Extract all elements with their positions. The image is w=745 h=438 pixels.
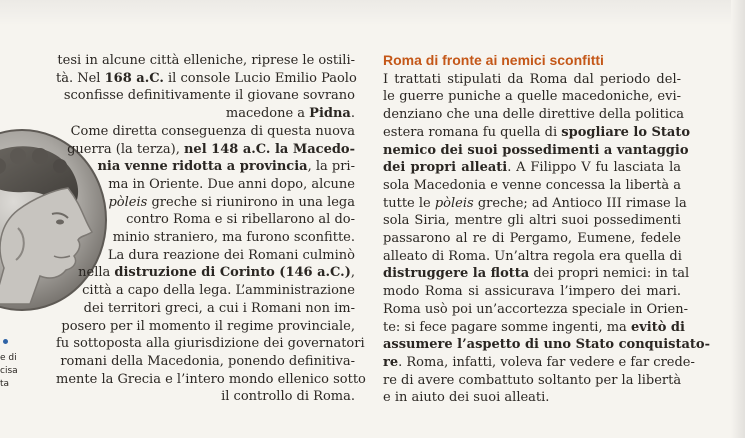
text-line [56, 353, 355, 371]
text-run: sola Siria, mentre gli altri suoi possedimenti [383, 213, 681, 229]
text-run: le guerre puniche a quelle macedoniche, evi- [383, 89, 681, 105]
text-run: Come diretta conseguenza di questa nuova [70, 123, 355, 139]
caption-line: e di [0, 353, 17, 363]
text-run: macedone a [225, 106, 310, 122]
text-line [56, 123, 355, 141]
caption-line: cisa [0, 366, 18, 376]
text-run: guerra (la terza), [67, 141, 184, 157]
italic-term: pòleis [108, 194, 148, 210]
bold-text: nemico dei suoi possedimenti a vantaggio [383, 142, 689, 158]
text-line [56, 229, 355, 247]
text-run: e in aiuto dei suoi alleati. [383, 390, 550, 406]
bold-text: distruggere la flotta [383, 266, 530, 282]
text-run: il controllo di Roma. [221, 389, 355, 405]
bold-text: Pidna [309, 106, 351, 122]
text-run: minio straniero, ma furono sconfitte. [112, 230, 355, 246]
bold-text: evitò di [630, 319, 685, 335]
text-line [383, 301, 689, 319]
text-line [56, 300, 355, 318]
text-run: mente la Grecia e l’intero mondo ellenico sotto [56, 371, 366, 387]
text-run: . A Filippo V fu lasciata la [507, 160, 681, 176]
text-run: modo Roma si assicurava l’impero dei mari. [383, 284, 681, 300]
text-line [383, 177, 681, 195]
text-line [383, 142, 689, 160]
caption-marker [3, 339, 8, 344]
bold-text: assumere l’aspetto di uno Stato conquistato- [383, 337, 710, 353]
text-line [383, 71, 681, 89]
text-run: il console Lucio Emilio Paolo [163, 70, 357, 86]
right-text-column [383, 52, 710, 407]
text-line [56, 52, 355, 70]
text-run: contro Roma e si ribellarono al do- [126, 212, 355, 228]
text-run: ma in Oriente. Due anni dopo, alcune [108, 176, 355, 192]
text-run: re di avere combattuto soltanto per la libertà [383, 372, 682, 388]
text-line [383, 88, 681, 106]
text-line [383, 372, 681, 390]
text-run: denziano che una delle direttive della politica [383, 107, 684, 123]
bold-text: 168 a.C. [104, 70, 164, 86]
text-run: sola Macedonia e venne concessa la libertà a [383, 177, 681, 193]
text-run: greche si riunirono in una lega [147, 194, 355, 210]
text-run: nella [78, 265, 115, 281]
text-line [383, 230, 681, 248]
bold-text: nia venne ridotta a provincia [97, 159, 308, 175]
text-line [56, 194, 355, 212]
text-line [383, 283, 681, 301]
text-run: dei propri nemici: in tal [529, 266, 690, 282]
text-line [56, 335, 365, 353]
text-run: , [350, 265, 355, 281]
text-run: , la pri- [307, 159, 355, 175]
text-run: passarono al re di Pergamo, Eumene, fedele [383, 231, 681, 247]
text-line [56, 70, 355, 88]
text-line [56, 141, 355, 159]
text-run: I trattati stipulati da Roma dal periodo del- [383, 71, 681, 87]
text-run: estera romana fu quella di [383, 124, 562, 140]
text-run: alleato di Roma. Un’altra regola era quella di [383, 248, 682, 264]
left-text-column [56, 52, 366, 406]
text-line [383, 212, 681, 230]
text-line [56, 211, 355, 229]
text-line [383, 265, 690, 283]
text-run: romani della Macedonia, ponendo definitiva- [60, 353, 355, 369]
text-line [383, 106, 684, 124]
text-line [383, 319, 685, 337]
text-run: città a capo della lega. L’amministrazione [82, 283, 355, 299]
text-run: fu sottoposta alla giurisdizione dei governatori [56, 336, 365, 352]
text-run: te: si fece pagare somme ingenti, ma [383, 319, 631, 335]
bold-text: re [383, 354, 399, 370]
text-line [56, 371, 366, 389]
bold-text: dei propri alleati [383, 160, 508, 176]
section-title: Roma di fronte ai nemici sconfitti [383, 52, 604, 68]
bold-text: spogliare lo Stato [561, 124, 691, 140]
text-run: . Roma, infatti, voleva far vedere e far crede- [398, 354, 695, 370]
text-run: . [350, 106, 355, 122]
text-line [383, 354, 695, 372]
text-line [383, 336, 710, 354]
text-line [56, 388, 355, 406]
text-line [56, 282, 355, 300]
text-line [56, 318, 355, 336]
text-line [56, 264, 355, 282]
text-run: tutte le [383, 195, 435, 211]
text-line [383, 389, 681, 407]
text-run: posero per il momento il regime provinciale, [61, 318, 355, 334]
text-line [56, 105, 355, 123]
text-line [383, 248, 681, 266]
text-line [383, 195, 687, 213]
page-top-edge [0, 0, 745, 26]
text-run: tesi in alcune città elleniche, riprese le ostili- [57, 53, 355, 68]
bold-text: distruzione di Corinto (146 a.C.) [114, 265, 351, 281]
text-line [56, 158, 355, 176]
text-run: tà. Nel [56, 70, 105, 86]
italic-term: pòleis [434, 195, 474, 211]
text-run: sconfisse definitivamente il giovane sovrano [63, 88, 355, 104]
text-run: greche; ad Antioco III rimase la [473, 195, 687, 211]
caption-line: ta [0, 379, 10, 389]
image-caption [0, 352, 20, 391]
page-binding-shadow [731, 0, 745, 438]
text-line [56, 87, 355, 105]
right-column-body [383, 71, 710, 407]
text-run: Roma usò poi un’accortezza speciale in Orien- [383, 301, 689, 317]
text-line [383, 124, 691, 142]
text-line [56, 247, 355, 265]
text-run: La dura reazione dei Romani culminò [107, 247, 355, 263]
text-run: dei territori greci, a cui i Romani non im- [83, 300, 355, 316]
text-line [56, 176, 355, 194]
text-line [383, 159, 681, 177]
bold-text: nel 148 a.C. la Macedo- [183, 141, 355, 157]
